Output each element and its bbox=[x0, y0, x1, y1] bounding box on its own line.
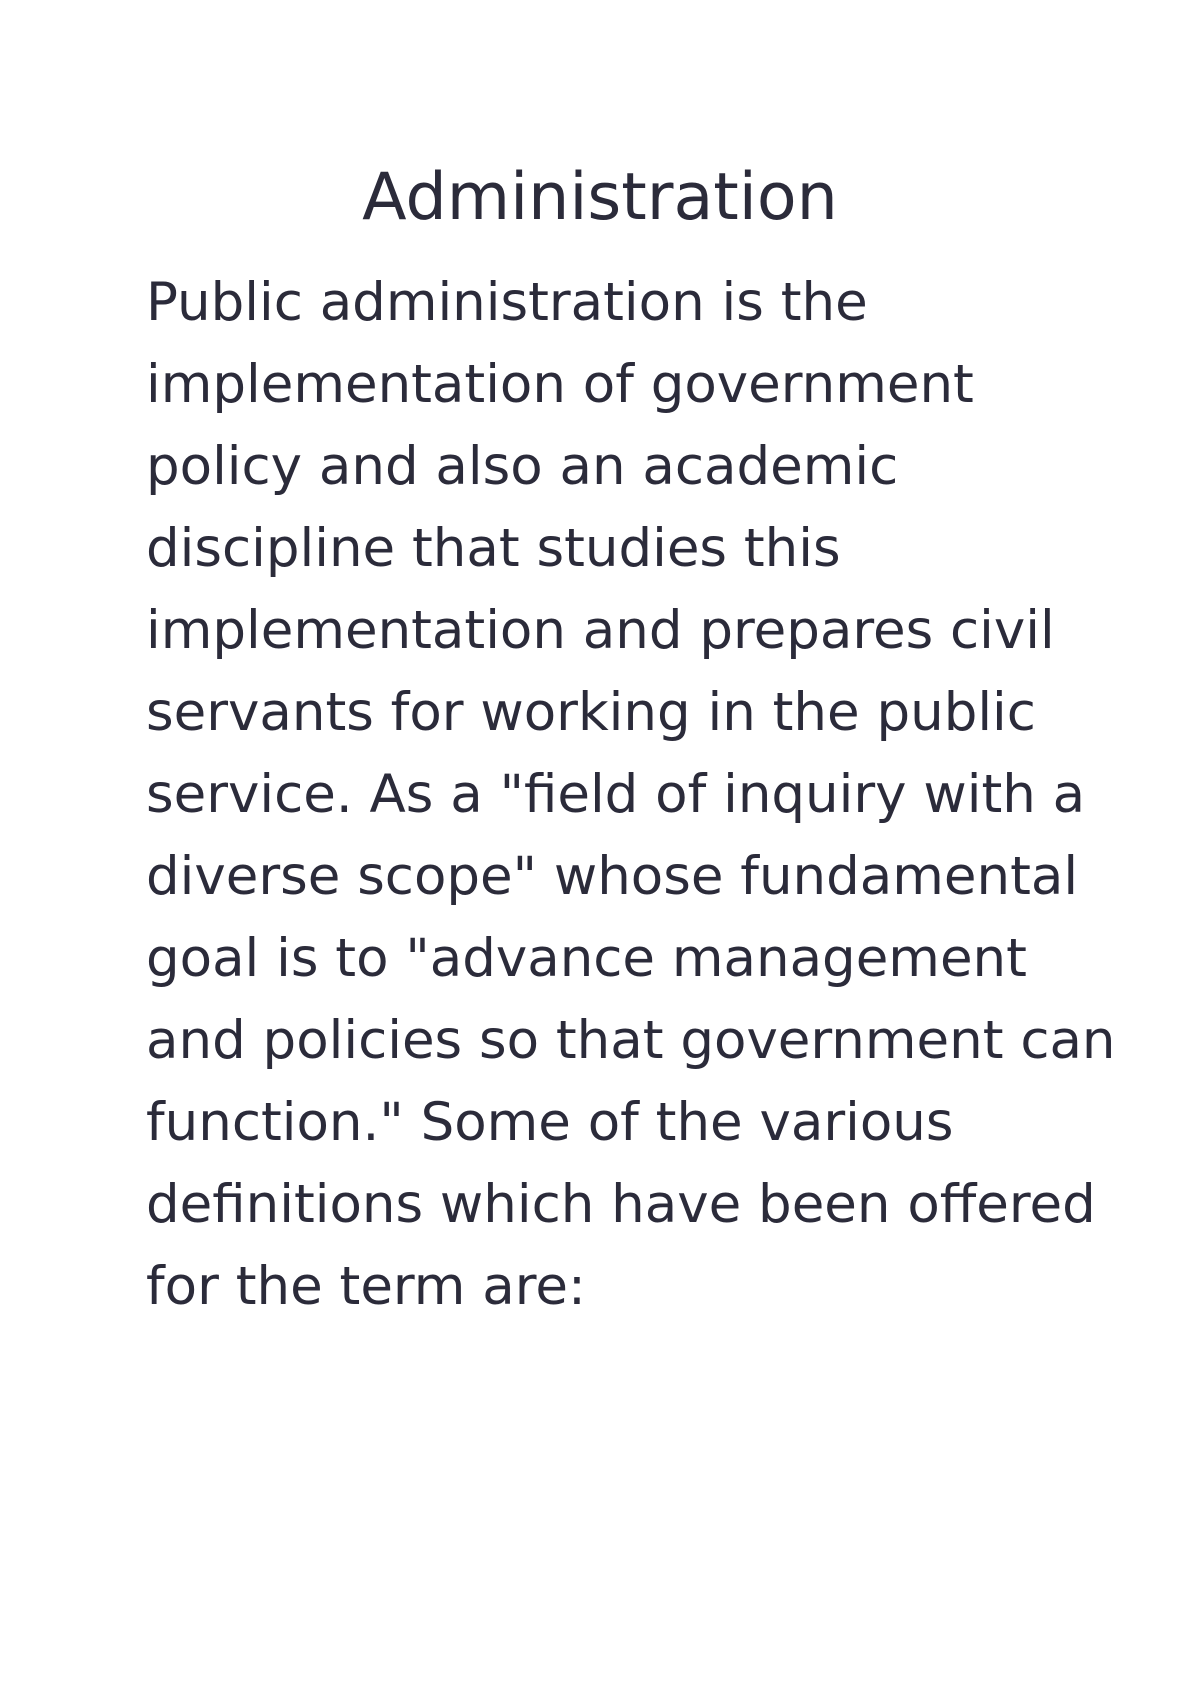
paragraph-line: servants for working in the public bbox=[146, 682, 1036, 743]
paragraph-line: goal is to "advance management bbox=[146, 928, 1027, 989]
paragraph-line: for the term are: bbox=[146, 1256, 586, 1317]
paragraph-line: Public administration is the bbox=[146, 272, 868, 333]
paragraph-line: implementation of government bbox=[146, 354, 974, 415]
paragraph-line: and policies so that government can bbox=[146, 1010, 1116, 1071]
page-title: Administration bbox=[362, 160, 838, 235]
paragraph-line: function." Some of the various bbox=[146, 1092, 954, 1153]
paragraph-line: diverse scope" whose fundamental bbox=[146, 846, 1079, 907]
paragraph-line: implementation and prepares civil bbox=[146, 600, 1055, 661]
paragraph-line: discipline that studies this bbox=[146, 518, 841, 579]
paragraph-line: service. As a "field of inquiry with a bbox=[146, 764, 1086, 825]
paragraph-line: definitions which have been offered bbox=[146, 1174, 1096, 1235]
paragraph-line: policy and also an academic bbox=[146, 436, 899, 497]
body-paragraph bbox=[146, 262, 1116, 1328]
